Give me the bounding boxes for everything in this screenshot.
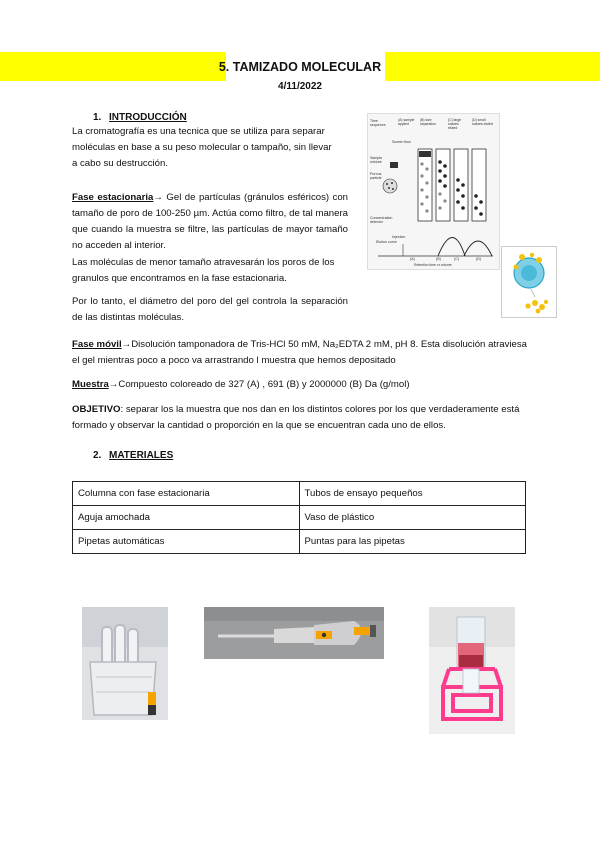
fase-movil-text: →Disolución tamponadora de Tris-HCl 50 mM, Na₂EDTA 2 mM, pH 8. Esta disolución atraviesa el gel mientras poco a poco va arrastrando l muestra que hemos depositado <box>72 339 527 366</box>
muestra-text: →Compuesto coloreado de 327 (A) , 691 (B) y 2000000 (B) Da (g/mol) <box>108 379 410 390</box>
table-cell: Puntas para las pipetas <box>299 530 526 554</box>
intro-line-1: La cromatografía es una tecnica que se utiliza para separar <box>72 126 325 137</box>
diagram-axis-c: (C) <box>454 257 459 261</box>
intro-line-3: a cabo su destrucción. <box>72 158 168 169</box>
page-date: 4/11/2022 <box>278 81 322 92</box>
chromatography-diagram <box>367 113 500 270</box>
muestra-paragraph <box>72 377 527 393</box>
muestra-label: Muestra <box>72 379 109 390</box>
column-c <box>454 149 468 221</box>
table-cell: Aguja amochada <box>73 506 300 530</box>
intro-heading <box>93 112 187 123</box>
table-row <box>73 506 526 530</box>
diagram-x-axis-label: Retention time or volume <box>414 263 452 267</box>
diagram-label-sample-mixture: Sample mixture <box>370 156 383 164</box>
table-cell: Tubos de ensayo pequeños <box>299 482 526 506</box>
diagram-label-col-c: (C) large solutes eluted <box>448 118 462 130</box>
intro-heading-number: 1. <box>93 112 102 123</box>
materials-heading-number: 2. <box>93 450 102 461</box>
table-cell: Vaso de plástico <box>299 506 526 530</box>
diagram-label-time-sequence: Time sequence <box>370 119 386 127</box>
beaker-stand-photo <box>429 607 515 734</box>
diagram-label-elution-curve: Elution curve <box>376 240 397 244</box>
intro-paragraph <box>72 124 352 172</box>
diagram-label-screen-flow: Screen flow <box>392 140 411 144</box>
diagram-label-col-b: (B) size separation <box>420 118 436 126</box>
objetivo-text: : separar los la muestra que nos dan en los distintos colores por los que verdaderamente está formado y observar la cantidad o proporción en la que se encuentran cada uno de ellos. <box>72 404 520 431</box>
diagram-label-col-a: (A) sample applied <box>398 118 415 126</box>
small-molecules-line-2: granulos que encontramos en la fase estacionaria. <box>72 273 287 284</box>
column-a <box>418 149 432 221</box>
table-cell: Pipetas automáticas <box>73 530 300 554</box>
diagram-label-injection: Injection <box>392 235 406 239</box>
fase-estacionaria-paragraph <box>72 190 348 254</box>
fase-movil-paragraph <box>72 337 527 369</box>
column-d <box>472 149 486 221</box>
pipette-photo <box>204 607 384 659</box>
small-molecules-paragraph <box>72 255 352 287</box>
materials-table <box>72 481 526 554</box>
fase-movil-label: Fase móvil <box>72 339 122 350</box>
diagram-label-porous-particle: Porous particle <box>370 172 382 180</box>
diagram-axis-d: (D) <box>476 257 481 261</box>
test-tubes-photo <box>82 607 168 720</box>
pore-diameter-paragraph: Por lo tanto, el diámetro del poro del gel controla la separación de las distintas moléculas. <box>72 296 348 323</box>
page-title: 5. TAMIZADO MOLECULAR <box>218 60 382 74</box>
fase-estacionaria-label: Fase estacionaria <box>72 192 154 203</box>
table-cell: Columna con fase estacionaria <box>73 482 300 506</box>
intro-line-2: moléculas en base a su peso molecular o tampaño, sin llevar <box>72 142 332 153</box>
intro-heading-label: INTRODUCCIÓN <box>109 112 187 123</box>
diagram-label-concentration-detector: Concentration detector <box>370 216 393 224</box>
bead-illustration <box>501 246 557 318</box>
materials-heading <box>93 450 173 461</box>
small-molecules-line-1: Las moléculas de menor tamaño atravesarán los poros de los <box>72 257 335 268</box>
materials-heading-label: MATERIALES <box>109 450 174 461</box>
column-b <box>436 149 450 221</box>
diagram-label-col-d: (D) small solutes eluted <box>472 118 493 126</box>
diagram-axis-a: (A) <box>410 257 415 261</box>
objetivo-paragraph <box>72 402 527 434</box>
diagram-axis-b: (B) <box>436 257 441 261</box>
table-row <box>73 530 526 554</box>
objetivo-label: OBJETIVO <box>72 404 121 415</box>
fase-estacionaria-text: → Gel de partículas (gránulos esféricos) con tamaño de poro de 100-250 µm. Actúa como filtro, de tal manera que cuando la muestra se filtre, las partículas de mayor tamaño no acceden al interior. <box>72 192 349 251</box>
table-row <box>73 482 526 506</box>
